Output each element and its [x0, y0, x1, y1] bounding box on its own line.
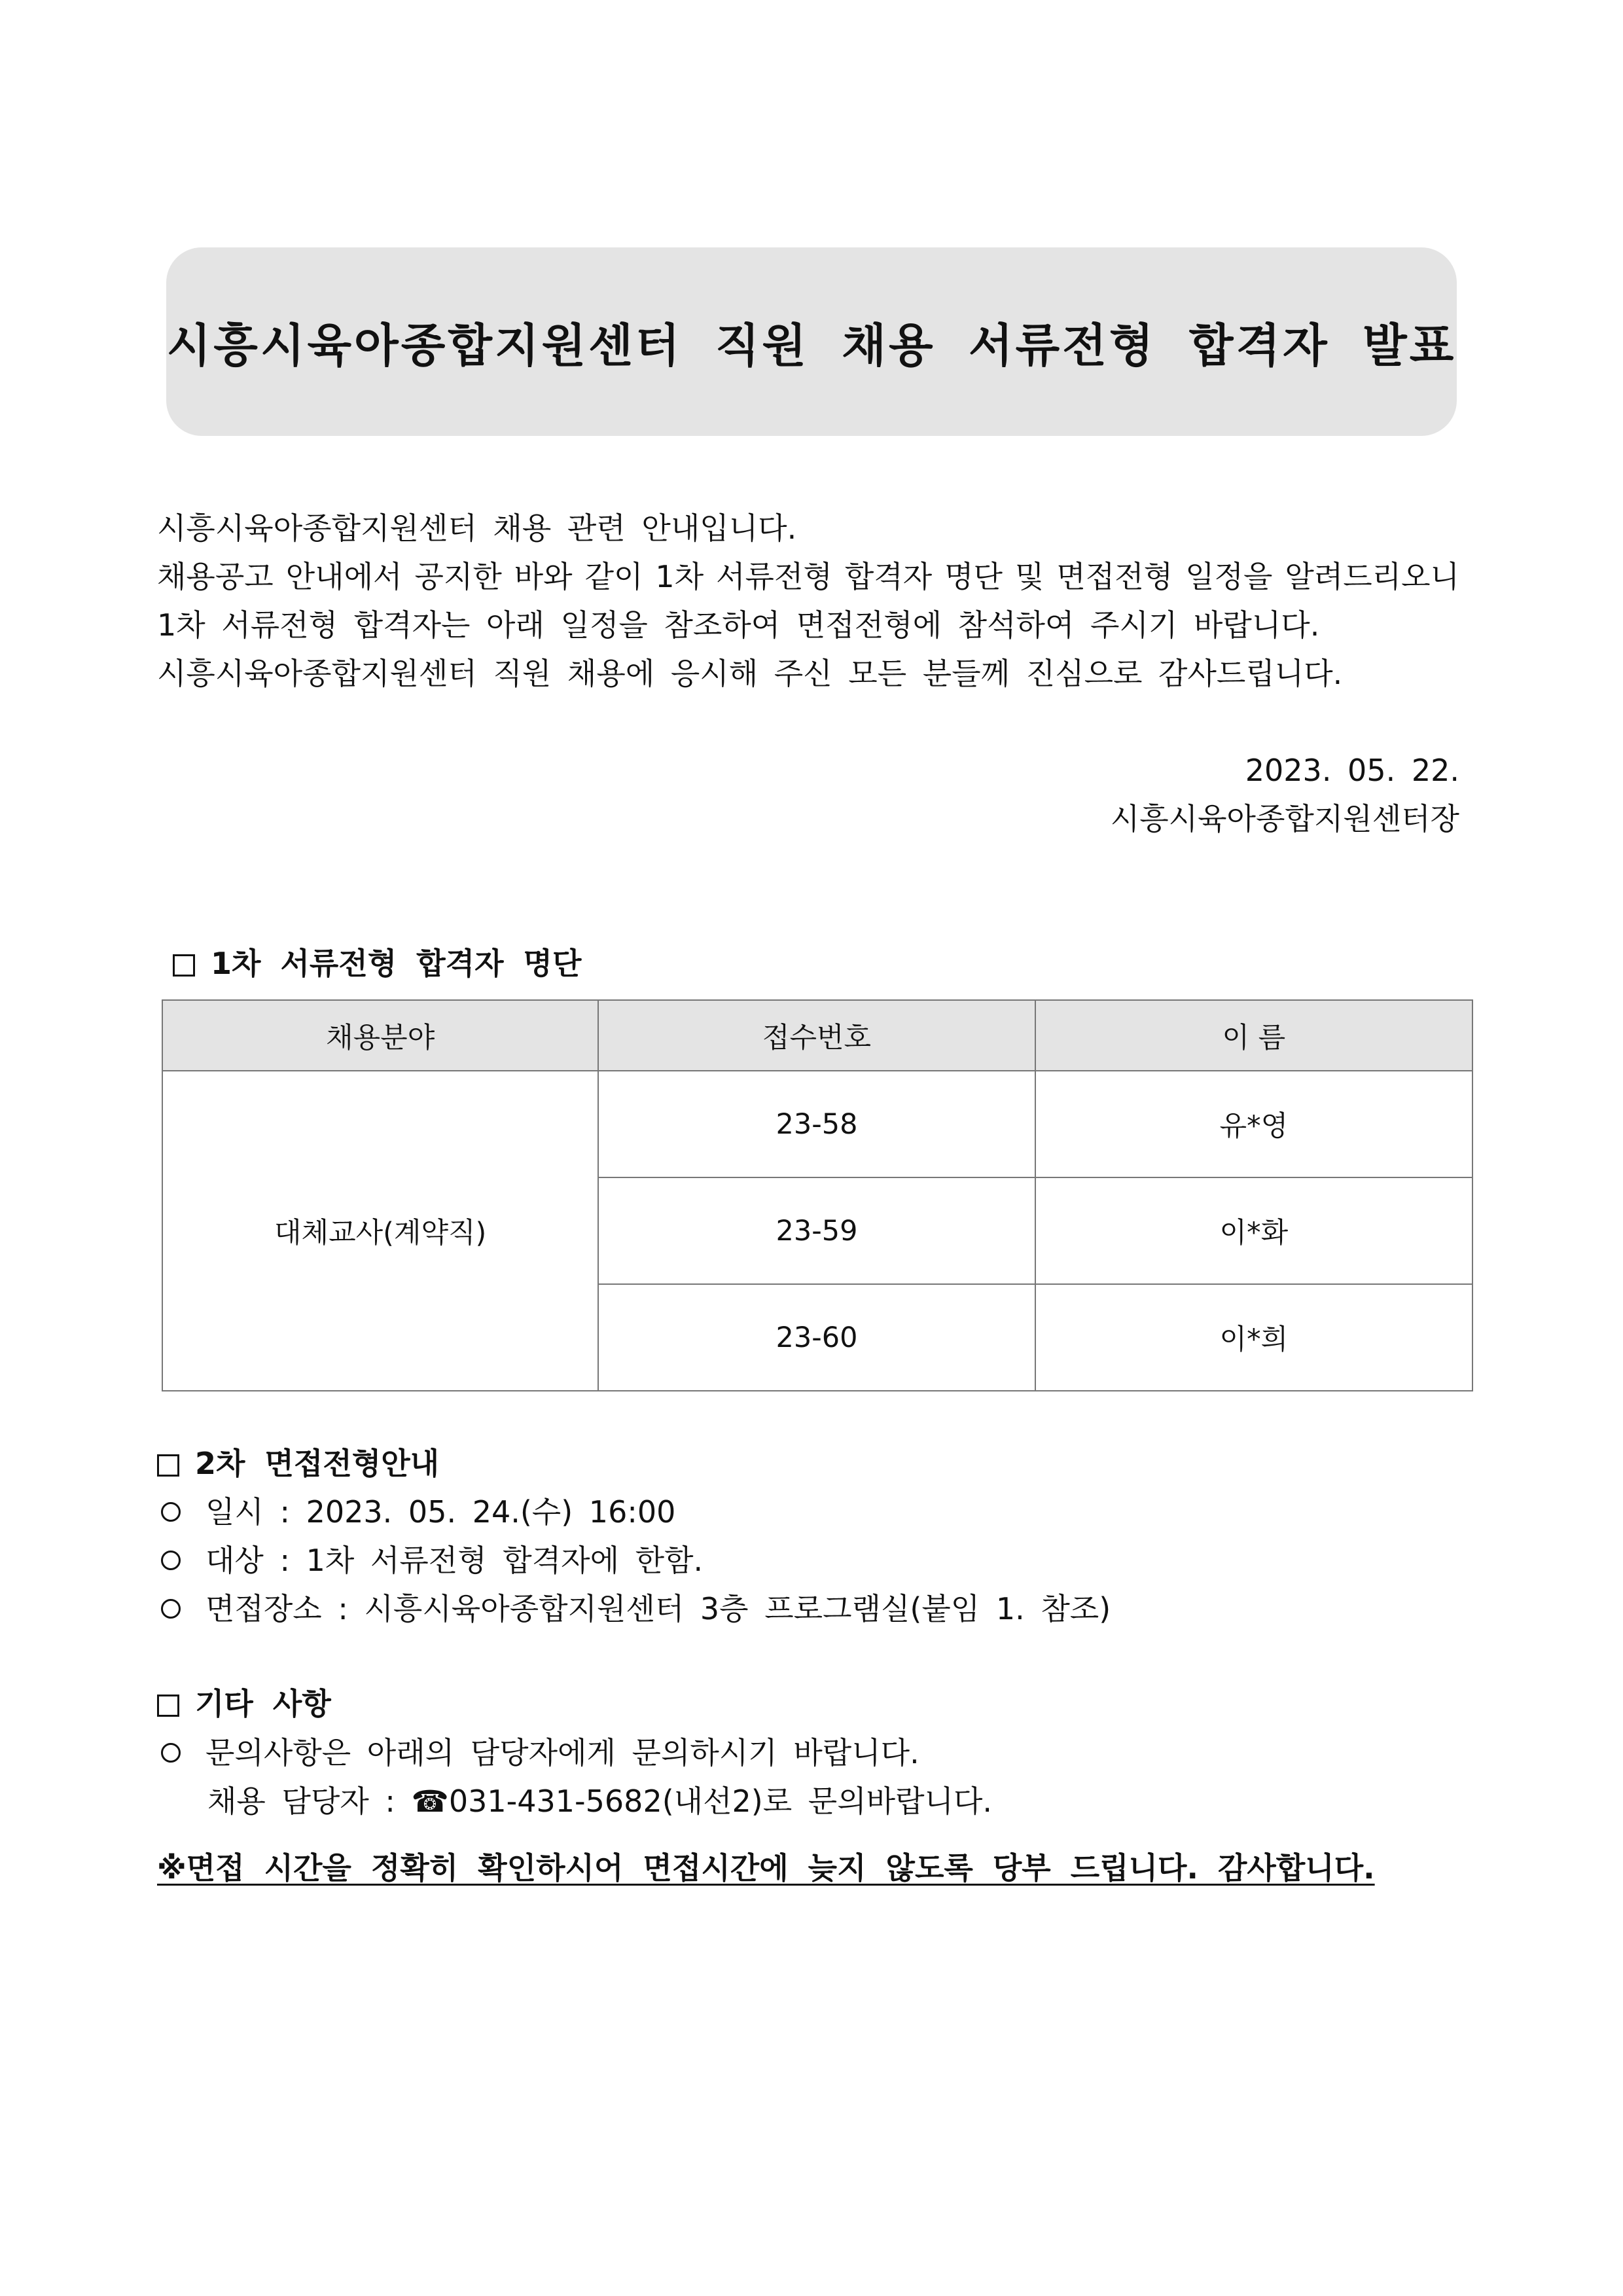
signoff: [1111, 746, 1459, 843]
circle-bullet-icon: [161, 1551, 181, 1570]
column-header: 채용분야: [162, 1000, 598, 1071]
checkbox-icon: [173, 954, 195, 977]
section-title: 기타 사항: [195, 1686, 331, 1721]
section-heading-passers: [173, 944, 581, 983]
intro-line: 채용공고 안내에서 공지한 바와 같이 1차 서류전형 합격자 명단 및 면접전형 일정을 알려드리오니: [157, 559, 1459, 594]
issuer: 시흥시육아종합지원센터장: [1110, 801, 1459, 836]
table-row: [162, 1071, 1472, 1177]
list-item: [157, 1536, 1466, 1585]
list-item: [157, 1585, 1466, 1633]
interview-target: 대상 : 1차 서류전형 합격자에 한함.: [205, 1543, 704, 1578]
intro-line: 1차 서류전형 합격자는 아래 일정을 참조하여 면접전형에 참석하여 주시기 바랍니다.: [157, 607, 1320, 643]
notice-date: 2023. 05. 22.: [1245, 753, 1459, 788]
applicant-name-cell: 유*영: [1035, 1071, 1472, 1177]
contact-line: 채용 담당자 : ☎031-431-5682(내선2)로 문의바랍니다.: [207, 1784, 993, 1819]
interview-datetime: 일시 : 2023. 05. 24.(수) 16:00: [205, 1494, 676, 1530]
list-item: [157, 1729, 1466, 1777]
table-header-row: [162, 1000, 1472, 1071]
circle-bullet-icon: [161, 1599, 181, 1619]
interview-details: [157, 1488, 1466, 1633]
intro-paragraph: [157, 504, 1459, 698]
section-heading-interview: [157, 1444, 439, 1483]
recruit-field-cell: 대체교사(계약직): [162, 1071, 598, 1391]
circle-bullet-icon: [161, 1502, 181, 1522]
column-header: 이 름: [1035, 1000, 1472, 1071]
intro-line: 시흥시육아종합지원센터 직원 채용에 응시해 주신 모든 분들께 진심으로 감사드립니다.: [157, 656, 1343, 691]
checkbox-icon: [157, 1454, 179, 1477]
page-title: 시흥시육아종합지원센터 직원 채용 서류전형 합격자 발표: [166, 318, 1457, 372]
inquiry-text: 문의사항은 아래의 담당자에게 문의하시기 바랍니다.: [205, 1735, 919, 1770]
application-number-cell: 23-60: [598, 1284, 1035, 1391]
applicant-name-cell: 이*화: [1035, 1177, 1472, 1284]
closing-notice: ※면접 시간을 정확히 확인하시어 면접시간에 늦지 않도록 당부 드립니다. 감사합니다.: [157, 1850, 1375, 1886]
applicant-name-cell: 이*희: [1035, 1284, 1472, 1391]
title-box: [166, 247, 1457, 436]
checkbox-icon: [157, 1695, 179, 1717]
circle-bullet-icon: [161, 1743, 181, 1763]
intro-line: 시흥시육아종합지원센터 채용 관련 안내입니다.: [157, 511, 797, 546]
interview-location: 면접장소 : 시흥시육아종합지원센터 3층 프로그램실(붙임 1. 참조): [205, 1591, 1111, 1626]
passers-table: [162, 999, 1473, 1391]
section-title: 1차 서류전형 합격자 명단: [211, 946, 582, 981]
application-number-cell: 23-59: [598, 1177, 1035, 1284]
application-number-cell: 23-58: [598, 1071, 1035, 1177]
section-heading-other: [157, 1684, 331, 1723]
section-title: 2차 면접전형안내: [195, 1446, 440, 1481]
list-item: [157, 1488, 1466, 1536]
other-details: [157, 1729, 1466, 1825]
column-header: 접수번호: [598, 1000, 1035, 1071]
